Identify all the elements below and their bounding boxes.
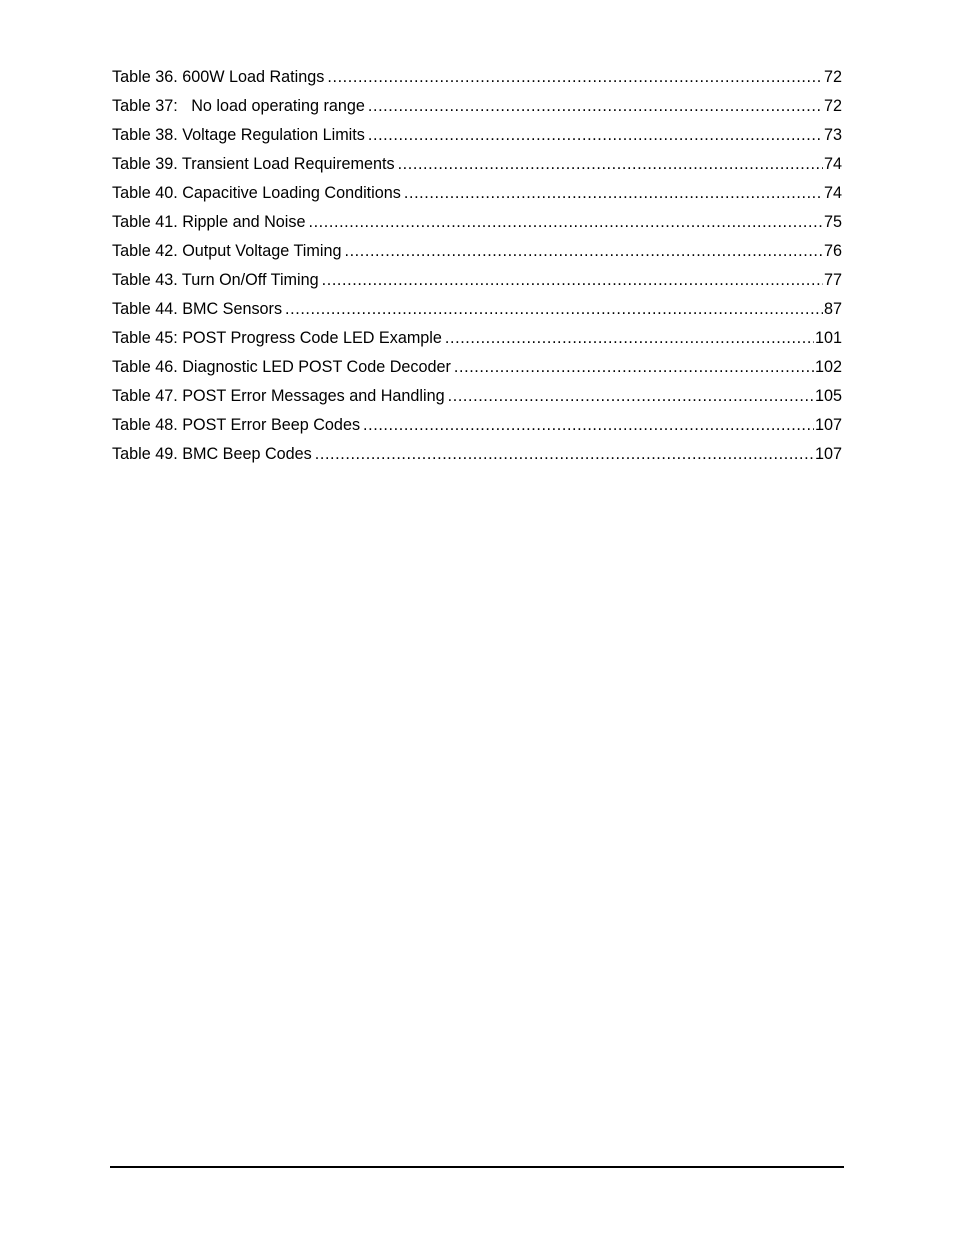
- toc-entry[interactable]: [112, 266, 842, 295]
- toc-entry-title: Table 47. POST Error Messages and Handling: [112, 387, 445, 405]
- toc-entry-title: Table 43. Turn On/Off Timing: [112, 271, 319, 289]
- toc-entry-page: 74: [823, 184, 842, 202]
- toc-entry-page: 107: [814, 416, 842, 434]
- toc-entry-title: Table 40. Capacitive Loading Conditions: [112, 184, 401, 202]
- toc-entry-title: Table 42. Output Voltage Timing: [112, 242, 342, 260]
- toc-entry[interactable]: [112, 179, 842, 208]
- toc-entry-page: 74: [823, 155, 842, 173]
- toc-entry-page: 72: [823, 97, 842, 115]
- toc-dot-leader: [327, 63, 823, 92]
- toc-entry-title: Table 37: No load operating range: [112, 97, 365, 115]
- toc-entry[interactable]: [112, 121, 842, 150]
- toc-entry-page: 102: [814, 358, 842, 376]
- toc-dot-leader: [363, 411, 814, 440]
- toc-dot-leader: [322, 266, 823, 295]
- toc-dot-leader: [404, 179, 823, 208]
- toc-entry-title: Table 45: POST Progress Code LED Example: [112, 329, 442, 347]
- toc-entry-page: 107: [814, 445, 842, 463]
- toc-entry-page: 72: [823, 68, 842, 86]
- toc-dot-leader: [285, 295, 823, 324]
- toc-entry-title: Table 39. Transient Load Requirements: [112, 155, 395, 173]
- toc-entry-page: 75: [823, 213, 842, 231]
- toc-entry-page: 76: [823, 242, 842, 260]
- toc-entry[interactable]: [112, 150, 842, 179]
- toc-dot-leader: [308, 208, 823, 237]
- toc-entry[interactable]: [112, 295, 842, 324]
- toc-entry-title: Table 41. Ripple and Noise: [112, 213, 306, 231]
- toc-entry-title: Table 49. BMC Beep Codes: [112, 445, 312, 463]
- toc-entry-page: 73: [823, 126, 842, 144]
- toc-entry-title: Table 46. Diagnostic LED POST Code Decoder: [112, 358, 451, 376]
- toc-entry[interactable]: [112, 63, 842, 92]
- toc-entry-page: 87: [823, 300, 842, 318]
- toc-entry[interactable]: [112, 411, 842, 440]
- toc-entry-page: 101: [814, 329, 842, 347]
- toc-dot-leader: [445, 324, 814, 353]
- toc-dot-leader: [448, 382, 814, 411]
- toc-entry-page: 105: [814, 387, 842, 405]
- footer-rule: [110, 1166, 844, 1168]
- toc-dot-leader: [368, 121, 823, 150]
- table-of-contents: [112, 63, 842, 469]
- toc-entry[interactable]: [112, 324, 842, 353]
- toc-entry-page: 77: [823, 271, 842, 289]
- toc-dot-leader: [398, 150, 823, 179]
- toc-entry-title: Table 48. POST Error Beep Codes: [112, 416, 361, 434]
- toc-entry[interactable]: [112, 440, 842, 469]
- toc-dot-leader: [454, 353, 814, 382]
- toc-dot-leader: [315, 440, 814, 469]
- toc-entry[interactable]: [112, 382, 842, 411]
- toc-entry-title: Table 44. BMC Sensors: [112, 300, 283, 318]
- toc-entry[interactable]: [112, 208, 842, 237]
- toc-entry[interactable]: [112, 353, 842, 382]
- toc-entry[interactable]: [112, 237, 842, 266]
- toc-entry[interactable]: [112, 92, 842, 121]
- toc-dot-leader: [344, 237, 823, 266]
- toc-entry-title: Table 38. Voltage Regulation Limits: [112, 126, 365, 144]
- toc-dot-leader: [368, 92, 823, 121]
- toc-entry-title: Table 36. 600W Load Ratings: [112, 68, 325, 86]
